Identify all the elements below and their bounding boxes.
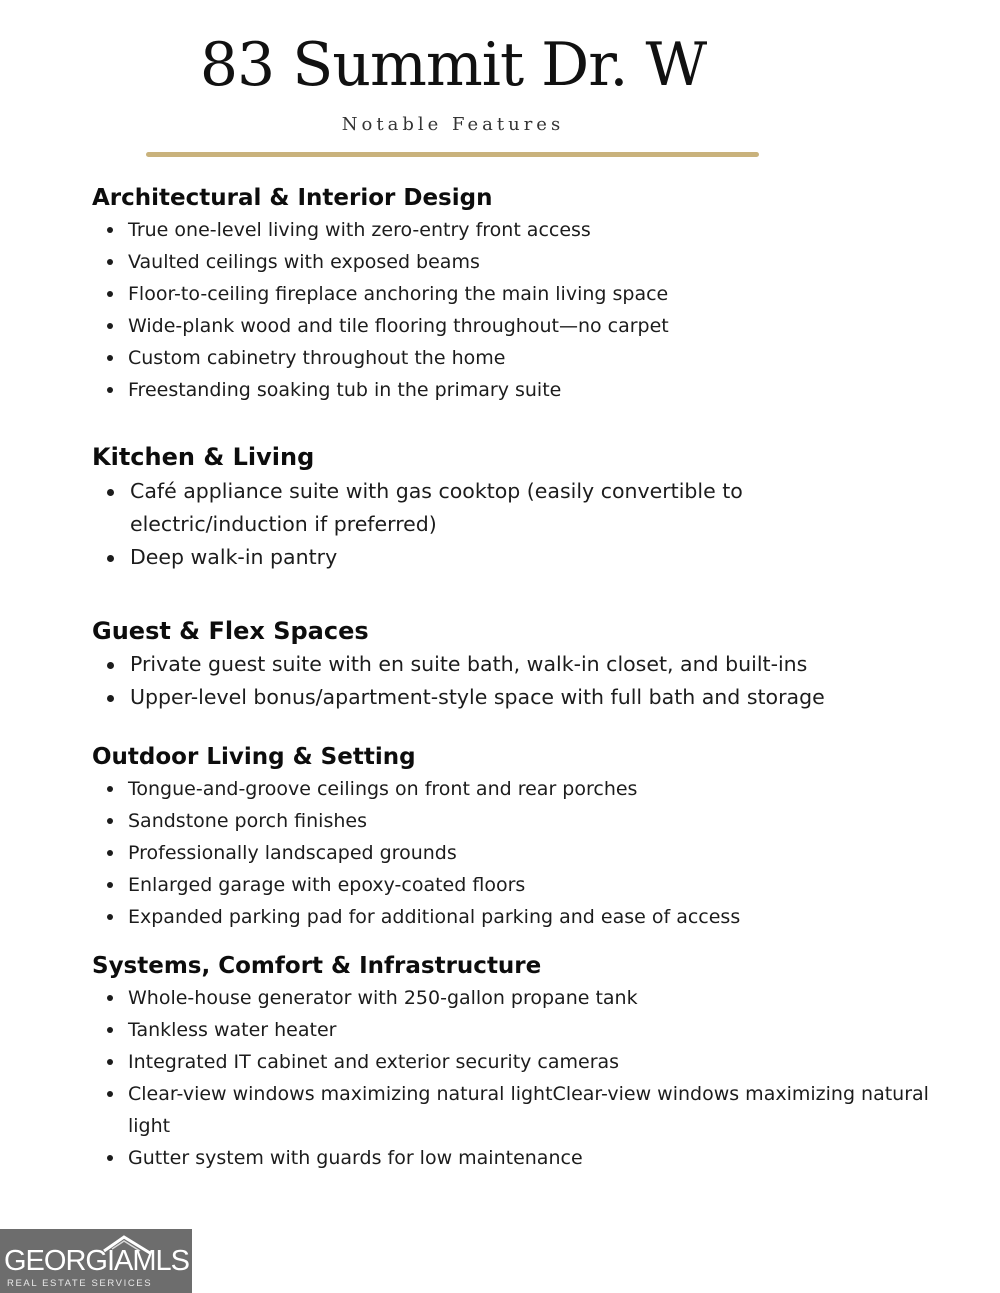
bullet-icon xyxy=(107,323,113,329)
logo-tagline: REAL ESTATE SERVICES xyxy=(7,1278,153,1289)
bullet-icon xyxy=(107,227,113,233)
bullet-icon xyxy=(107,662,114,669)
feature-list xyxy=(92,982,960,1174)
feature-list xyxy=(92,648,960,714)
feature-list xyxy=(92,475,960,574)
list-item xyxy=(92,773,960,805)
bullet-icon xyxy=(107,1091,113,1097)
list-item xyxy=(92,1078,946,1142)
list-item-text: Gutter system with guards for low maintenance xyxy=(128,1147,583,1169)
section-heading: Outdoor Living & Setting xyxy=(92,744,416,770)
list-item-text: Tongue-and-groove ceilings on front and rear porches xyxy=(128,778,638,800)
bullet-icon xyxy=(107,995,113,1001)
list-item xyxy=(92,1046,960,1078)
bullet-icon xyxy=(107,291,113,297)
list-item-text: Custom cabinetry throughout the home xyxy=(128,347,506,369)
list-item xyxy=(92,869,960,901)
page-title: 83 Summit Dr. W xyxy=(199,30,707,100)
section-systems-comfort-infrastructure xyxy=(92,952,960,1174)
bullet-icon xyxy=(107,914,113,920)
bullet-icon xyxy=(107,259,113,265)
list-item-text: True one-level living with zero-entry front access xyxy=(128,219,591,241)
list-item xyxy=(92,278,960,310)
section-heading: Kitchen & Living xyxy=(92,443,315,471)
list-item xyxy=(92,475,810,541)
list-item-text: Tankless water heater xyxy=(128,1019,337,1041)
bullet-icon xyxy=(107,850,113,856)
list-item xyxy=(92,310,960,342)
section-guest-flex-spaces xyxy=(92,616,960,714)
bullet-icon xyxy=(107,695,114,702)
bullet-icon xyxy=(107,786,113,792)
list-item xyxy=(92,648,960,681)
georgia-mls-logo xyxy=(0,1229,192,1293)
title-divider xyxy=(146,152,759,157)
list-item-text: Professionally landscaped grounds xyxy=(128,842,457,864)
bullet-icon xyxy=(107,818,113,824)
list-item-text: Vaulted ceilings with exposed beams xyxy=(128,251,480,273)
list-item xyxy=(92,1014,960,1046)
feature-list xyxy=(92,214,960,406)
bullet-icon xyxy=(107,489,114,496)
list-item xyxy=(92,214,960,246)
list-item xyxy=(92,541,810,574)
feature-list xyxy=(92,773,960,933)
list-item xyxy=(92,982,960,1014)
bullet-icon xyxy=(107,1059,113,1065)
bullet-icon xyxy=(107,555,114,562)
list-item-text: Deep walk-in pantry xyxy=(130,545,338,569)
list-item-text: Upper-level bonus/apartment-style space with full bath and storage xyxy=(130,685,825,709)
list-item-text: Sandstone porch finishes xyxy=(128,810,367,832)
list-item-text: Expanded parking pad for additional parking and ease of access xyxy=(128,906,741,928)
list-item-text: Floor-to-ceiling fireplace anchoring the main living space xyxy=(128,283,669,305)
section-heading: Architectural & Interior Design xyxy=(92,185,493,211)
bullet-icon xyxy=(107,882,113,888)
bullet-icon xyxy=(107,355,113,361)
list-item xyxy=(92,374,960,406)
logo-wordmark: GEORGIAMLS xyxy=(4,1245,189,1277)
section-kitchen-living xyxy=(92,442,960,574)
section-architectural-interior-design xyxy=(92,184,960,406)
list-item-text: Enlarged garage with epoxy-coated floors xyxy=(128,874,526,896)
bullet-icon xyxy=(107,387,113,393)
bullet-icon xyxy=(107,1027,113,1033)
list-item xyxy=(92,681,960,714)
section-heading: Guest & Flex Spaces xyxy=(92,617,369,645)
list-item-text: Whole-house generator with 250-gallon propane tank xyxy=(128,987,638,1009)
section-heading: Systems, Comfort & Infrastructure xyxy=(92,953,542,979)
bullet-icon xyxy=(107,1155,113,1161)
page-subtitle: Notable Features xyxy=(341,114,565,135)
list-item xyxy=(92,901,960,933)
list-item-text: Freestanding soaking tub in the primary suite xyxy=(128,379,562,401)
section-outdoor-living-setting xyxy=(92,743,960,933)
list-item xyxy=(92,246,960,278)
list-item-text: Integrated IT cabinet and exterior security cameras xyxy=(128,1051,620,1073)
list-item-text: Wide-plank wood and tile flooring throughout—no carpet xyxy=(128,315,669,337)
list-item xyxy=(92,805,960,837)
list-item-text: Café appliance suite with gas cooktop (easily convertible to electric/induction if preferred) xyxy=(130,479,743,536)
list-item-text: Private guest suite with en suite bath, walk-in closet, and built-ins xyxy=(130,652,808,676)
list-item-text: Clear-view windows maximizing natural lightClear-view windows maximizing natural light xyxy=(128,1083,929,1137)
list-item xyxy=(92,837,960,869)
list-item xyxy=(92,342,960,374)
list-item xyxy=(92,1142,960,1174)
